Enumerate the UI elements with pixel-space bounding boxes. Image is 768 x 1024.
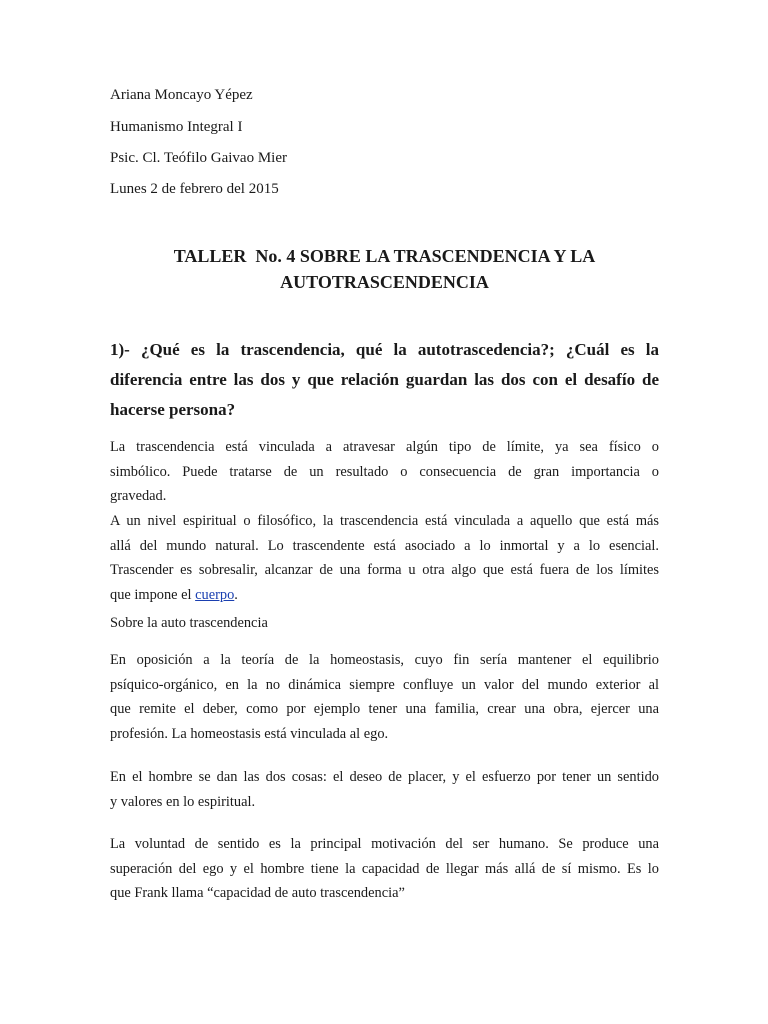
document-date: Lunes 2 de febrero del 2015 [110,181,279,197]
teacher-name: Psic. Cl. Teófilo Gaivao Mier [110,150,287,166]
paragraph-line: superación del ego y el hombre tiene la capacidad de llegar más allá de sí mismo. Es lo [110,860,659,877]
paragraph-line [110,583,659,608]
paragraph-4 [110,648,659,746]
paragraph-line: gravedad. [110,488,167,504]
paragraph-3 [110,611,659,636]
paragraph-line: La voluntad de sentido es la principal motivación del ser humano. Se produce una [110,836,659,852]
question-heading [110,335,659,425]
paragraph-6 [110,832,659,906]
cuerpo-link[interactable]: cuerpo [195,586,235,603]
paragraph-line: profesión. La homeostasis está vinculada al ego. [110,725,389,742]
paragraph-line: simbólico. Puede tratarse de un resultado o consecuencia de gran importancia o [110,463,659,480]
paragraph-5 [110,765,659,814]
paragraph-line: En oposición a la teoría de la homeostasis, cuyo fin sería mantener el equilibrio [110,652,659,668]
question-line-3: hacerse persona? [110,400,236,419]
student-name: Ariana Moncayo Yépez [110,87,253,103]
paragraph-line: En el hombre se dan las dos cosas: el deseo de placer, y el esfuerzo por tener un sentido [110,769,659,785]
paragraph-line: allá del mundo natural. Lo trascendente está asociado a lo inmortal y a lo esencial. [110,537,659,554]
paragraph-line: que Frank llama “capacidad de auto trascendencia” [110,885,405,901]
title-line-1: TALLER No. 4 SOBRE LA TRASCENDENCIA Y LA [173,246,596,266]
question-line-2: diferencia entre las dos y que relación guardan las dos con el desafío de [110,370,659,389]
paragraph-line: psíquico-orgánico, en la no dinámica siempre confluye un valor del mundo exterior al [110,676,659,693]
title-line-2: AUTOTRASCENDENCIA [280,272,489,292]
line-text: . [234,586,238,603]
paragraph-1 [110,435,659,509]
paragraph-2 [110,509,659,607]
paragraph-line: A un nivel espiritual o filosófico, la trascendencia está vinculada a aquello que está más [110,513,659,529]
line-text: que impone el [110,586,196,603]
course-name: Humanismo Integral I [110,119,243,135]
paragraph-line: Trascender es sobresalir, alcanzar de una forma u otra algo que está fuera de los límites [110,562,659,578]
document-title [110,243,659,295]
paragraph-line: Sobre la auto trascendencia [110,615,268,631]
paragraph-line: La trascendencia está vinculada a atravesar algún tipo de límite, ya sea físico o [110,439,659,455]
question-line-1: 1)- ¿Qué es la trascendencia, qué la autotrascedencia?; ¿Cuál es la [110,340,659,359]
paragraph-line: y valores en lo espiritual. [110,793,256,810]
paragraph-line: que remite el deber, como por ejemplo tener una familia, crear una obra, ejercer una [110,701,659,717]
